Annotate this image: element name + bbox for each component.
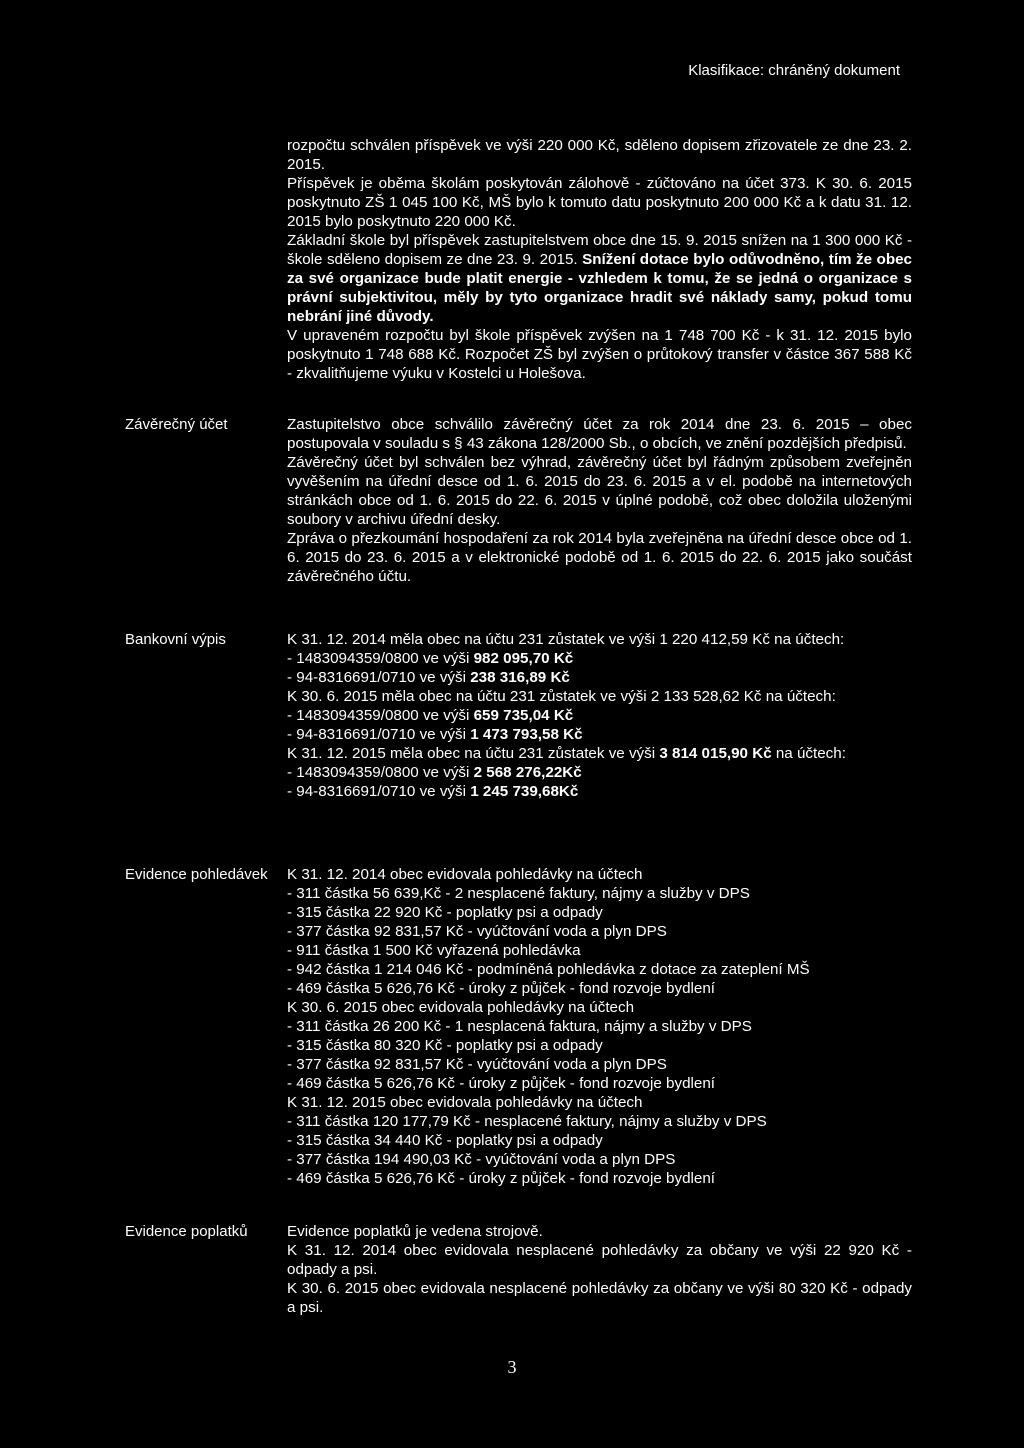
account-text: - 1483094359/0800 ve výši: [287, 707, 474, 724]
poplatky-content: [287, 1222, 912, 1317]
receivable-line: - 311 částka 26 200 Kč - 1 nesplacená faktura, nájmy a služby v DPS: [287, 1018, 752, 1035]
intro-content: [287, 136, 912, 383]
receivable-line: K 31. 12. 2015 obec evidovala pohledávky na účtech: [287, 1094, 643, 1111]
receivable-line: - 942 částka 1 214 046 Kč - podmíněná pohledávka z dotace za zateplení MŠ: [287, 961, 810, 978]
balance-2015-12: [287, 744, 912, 763]
intro-paragraph-3: [287, 231, 912, 326]
receivable-line: - 311 částka 120 177,79 Kč - nesplacené faktury, nájmy a služby v DPS: [287, 1113, 767, 1130]
balance-2015-06: K 30. 6. 2015 měla obec na účtu 231 zůstatek ve výši 2 133 528,62 Kč na účtech:: [287, 688, 836, 705]
account-text: - 94-8316691/0710 ve výši: [287, 669, 471, 686]
classification-header: Klasifikace: chráněný dokument: [688, 62, 900, 79]
pohledavky-content: [287, 865, 912, 1188]
intro-paragraph-2: Příspěvek je oběma školám poskytován zálohově - zúčtováno na účet 373. K 30. 6. 2015 poskytnuto ZŠ 1 045 100 Kč, MŠ bylo k tomuto datu poskytnuto 200 000 Kč a k datu 31. 12. 2015 bylo poskytnuto 220 000 Kč.: [287, 175, 912, 230]
account-amount: 2 568 276,22Kč: [473, 764, 582, 781]
account-amount: 1 473 793,58 Kč: [470, 726, 583, 743]
receivable-line: - 377 částka 92 831,57 Kč - vyúčtování voda a plyn DPS: [287, 923, 667, 940]
poplatky-paragraph-1: Evidence poplatků je vedena strojově.: [287, 1223, 543, 1240]
receivable-line: - 469 částka 5 626,76 Kč - úroky z půjček - fond rozvoje bydlení: [287, 1170, 716, 1187]
account-line: [287, 782, 912, 801]
account-text: - 1483094359/0800 ve výši: [287, 650, 474, 667]
receivable-line: - 377 částka 92 831,57 Kč - vyúčtování voda a plyn DPS: [287, 1056, 667, 1073]
account-amount: 659 735,04 Kč: [473, 707, 574, 724]
balance-text-end: na účtech:: [771, 745, 846, 762]
balance-2014: K 31. 12. 2014 měla obec na účtu 231 zůstatek ve výši 1 220 412,59 Kč na účtech:: [287, 631, 845, 648]
section-label-bankovni-vypis: Bankovní výpis: [125, 631, 226, 648]
poplatky-paragraph-3: K 30. 6. 2015 obec evidovala nesplacené pohledávky za občany ve výši 80 320 Kč - odpady a psi.: [287, 1280, 912, 1316]
receivable-line: - 377 částka 194 490,03 Kč - vyúčtování voda a plyn DPS: [287, 1151, 676, 1168]
receivable-line: - 315 částka 22 920 Kč - poplatky psi a odpady: [287, 904, 603, 921]
zaverecny-content: [287, 415, 912, 586]
account-text: - 94-8316691/0710 ve výši: [287, 726, 471, 743]
account-line: [287, 725, 912, 744]
poplatky-paragraph-2: K 31. 12. 2014 obec evidovala nesplacené pohledávky za občany ve výši 22 920 Kč - odpady a psi.: [287, 1242, 912, 1278]
zaverecny-paragraph-3: Zpráva o přezkoumání hospodaření za rok 2014 byla zveřejněna na úřední desce obce od 1. 6. 2015 do 23. 6. 2015 a v elektronické podobě od 1. 6. 2015 do 22. 6. 2015 jako součást závěrečného účtu.: [287, 530, 912, 585]
receivable-line: - 311 částka 56 639,Kč - 2 nesplacené faktury, nájmy a služby v DPS: [287, 885, 750, 902]
receivable-line: - 315 částka 34 440 Kč - poplatky psi a odpady: [287, 1132, 603, 1149]
receivable-line: - 469 částka 5 626,76 Kč - úroky z půjček - fond rozvoje bydlení: [287, 1075, 716, 1092]
account-text: - 1483094359/0800 ve výši: [287, 764, 474, 781]
account-amount: 238 316,89 Kč: [470, 669, 570, 686]
intro-paragraph-4: V upraveném rozpočtu byl škole příspěvek zvýšen na 1 748 700 Kč - k 31. 12. 2015 bylo poskytnuto 1 748 688 Kč. Rozpočet ZŠ byl zvýšen o průtokový transfer v částce 367 588 Kč - zkvalitňujeme výuku v Kostelci u Holešova.: [287, 327, 912, 382]
account-line: [287, 668, 912, 687]
section-label-zaverecny-ucet: Závěrečný účet: [125, 416, 228, 433]
page-number: 3: [507, 1357, 517, 1377]
zaverecny-paragraph-2: Závěrečný účet byl schválen bez výhrad, závěrečný účet byl řádným způsobem zveřejněn vyvěšením na úřední desce od 1. 6. 2015 do 23. 6. 2015 a v el. podobě na internetových stránkách obce od 1. 6. 2015 do 22. 6. 2015 v úplné podobě, což obec doložila uloženými soubory v archivu úřední desky.: [287, 454, 912, 528]
receivable-line: K 30. 6. 2015 obec evidovala pohledávky na účtech: [287, 999, 635, 1016]
account-line: [287, 649, 912, 668]
balance-amount: 3 814 015,90 Kč: [659, 745, 772, 762]
zaverecny-paragraph-1: Zastupitelstvo obce schválilo závěrečný účet za rok 2014 dne 23. 6. 2015 – obec postupovala v souladu s § 43 zákona 128/2000 Sb., o obcích, ve znění pozdějších předpisů.: [287, 416, 912, 452]
account-line: [287, 706, 912, 725]
receivable-line: - 469 částka 5 626,76 Kč - úroky z půjček - fond rozvoje bydlení: [287, 980, 716, 997]
receivable-line: K 31. 12. 2014 obec evidovala pohledávky na účtech: [287, 866, 643, 883]
section-label-evidence-poplatku: Evidence poplatků: [125, 1223, 248, 1240]
account-line: [287, 763, 912, 782]
balance-text: K 31. 12. 2015 měla obec na účtu 231 zůstatek ve výši: [287, 745, 660, 762]
bankovni-content: [287, 630, 912, 801]
account-text: - 94-8316691/0710 ve výši: [287, 783, 471, 800]
receivable-line: - 315 částka 80 320 Kč - poplatky psi a odpady: [287, 1037, 603, 1054]
account-amount: 1 245 739,68Kč: [470, 783, 579, 800]
account-amount: 982 095,70 Kč: [473, 650, 574, 667]
intro-paragraph-1: rozpočtu schválen příspěvek ve výši 220 000 Kč, sděleno dopisem zřizovatele ze dne 23. 2. 2015.: [287, 137, 912, 173]
intro-paragraph-3-text: Základní škole byl příspěvek zastupitelstvem obce dne 15. 9. 2015 snížen na 1 300 000 Kč - škole sděleno dopisem ze dne 23. 9. 2015.: [287, 232, 912, 268]
receivable-line: - 911 částka 1 500 Kč vyřazená pohledávka: [287, 942, 581, 959]
intro-paragraph-3-bold: Snížení dotace bylo odůvodněno, tím že obec za své organizace bude platit energie - vzhledem k tomu, že se jedná o organizace s právní subjektivitou, měly by tyto organizace hradit své náklady samy, pokud tomu nebrání jiné důvody.: [287, 251, 912, 325]
section-label-evidence-pohledavek: Evidence pohledávek: [125, 866, 268, 883]
